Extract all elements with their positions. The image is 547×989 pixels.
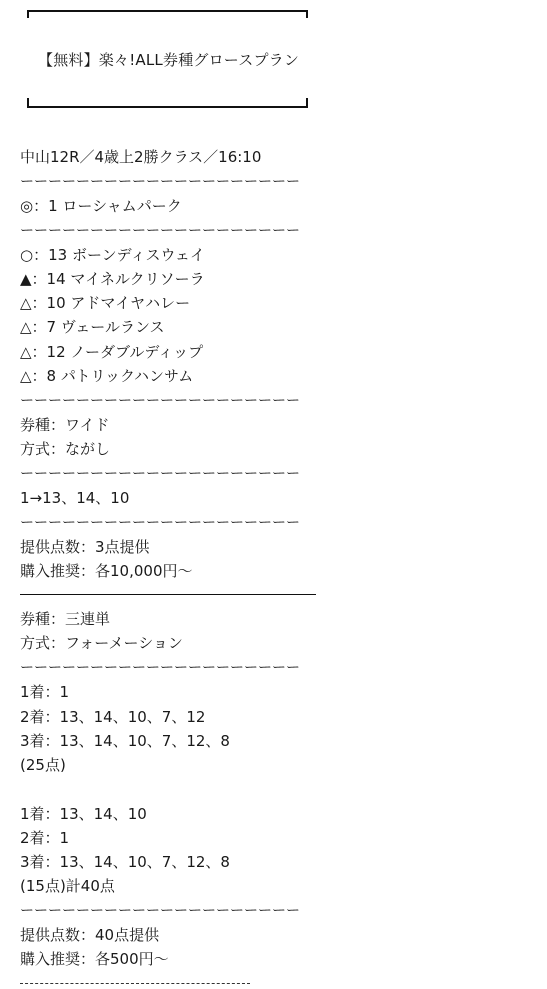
plan-title: 【無料】楽々!ALL券種グロースプラン bbox=[38, 51, 300, 69]
formation-b-third: 3着：13、14、10、7、12、8 bbox=[20, 853, 230, 871]
wide-method: 方式：ながし bbox=[20, 440, 111, 458]
wide-points: 提供点数：3点提供 bbox=[20, 538, 150, 556]
formation-a-count: (25点) bbox=[20, 756, 66, 774]
separator: ーーーーーーーーーーーーーーーーーーーー bbox=[20, 223, 300, 239]
mark-pick: △：10 アドマイヤハレー bbox=[20, 294, 191, 312]
mark-pick: △：8 パトリックハンサム bbox=[20, 367, 194, 385]
formation-b-second: 2着：1 bbox=[20, 829, 70, 847]
footer-dashed-rule bbox=[20, 983, 250, 984]
separator: ーーーーーーーーーーーーーーーーーーーー bbox=[20, 393, 300, 409]
wide-ticket-type: 券種：ワイド bbox=[20, 416, 110, 434]
separator: ーーーーーーーーーーーーーーーーーーーー bbox=[20, 174, 300, 190]
honmei-pick: ◎：1 ローシャムパーク bbox=[20, 197, 182, 215]
formation-a-first: 1着：1 bbox=[20, 683, 70, 701]
separator: ーーーーーーーーーーーーーーーーーーーー bbox=[20, 515, 300, 531]
mark-pick: △：7 ヴェールランス bbox=[20, 318, 165, 336]
title-bracket-top bbox=[27, 10, 308, 18]
formation-a-second: 2着：13、14、10、7、12 bbox=[20, 708, 206, 726]
race-info: 中山12R／4歳上2勝クラス／16:10 bbox=[20, 148, 262, 166]
separator: ーーーーーーーーーーーーーーーーーーーー bbox=[20, 903, 300, 919]
trifecta-ticket-type: 券種：三連単 bbox=[20, 610, 111, 628]
wide-combination: 1→13、14、10 bbox=[20, 489, 130, 507]
separator: ーーーーーーーーーーーーーーーーーーーー bbox=[20, 660, 300, 676]
mark-pick: ▲：14 マイネルクリソーラ bbox=[20, 270, 205, 288]
title-bracket-bottom bbox=[27, 98, 308, 108]
mark-pick: △：12 ノーダブルディップ bbox=[20, 343, 204, 361]
trifecta-method: 方式：フォーメーション bbox=[20, 634, 183, 652]
trifecta-recommendation: 購入推奨：各500円〜 bbox=[20, 950, 169, 968]
wide-recommendation: 購入推奨：各10,000円〜 bbox=[20, 562, 193, 580]
trifecta-points: 提供点数：40点提供 bbox=[20, 926, 160, 944]
mark-pick: ○：13 ボーンディスウェイ bbox=[20, 246, 205, 264]
formation-b-count: (15点)計40点 bbox=[20, 877, 115, 895]
section-divider bbox=[20, 594, 316, 595]
separator: ーーーーーーーーーーーーーーーーーーーー bbox=[20, 466, 300, 482]
formation-a-third: 3着：13、14、10、7、12、8 bbox=[20, 732, 230, 750]
formation-b-first: 1着：13、14、10 bbox=[20, 805, 147, 823]
